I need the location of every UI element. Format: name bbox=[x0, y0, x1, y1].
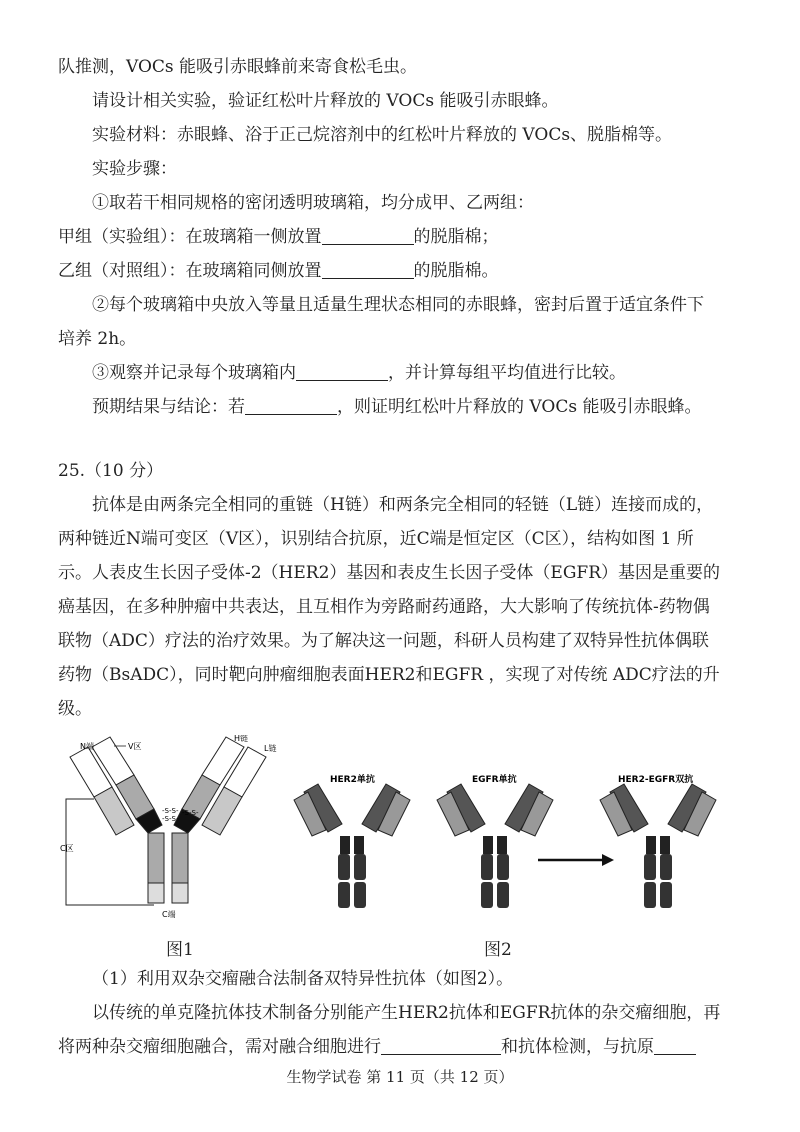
answer-blank[interactable] bbox=[654, 1036, 696, 1055]
text-line: 实验步骤： bbox=[92, 159, 177, 179]
text-line: 以传统的单克隆抗体技术制备分别能产生HER2抗体和EGFR抗体的杂交瘤细胞，再 bbox=[92, 1003, 721, 1023]
text-line: 级。 bbox=[58, 699, 92, 719]
text-line: 实验材料：赤眼蜂、浴于正己烷溶剂中的红松叶片释放的 VOCs、脱脂棉等。 bbox=[92, 125, 673, 145]
figure-1-antibody-structure bbox=[58, 735, 288, 925]
text-line: 癌基因，在多种肿瘤中共表达，且互相作为旁路耐药通路，大大影响了传统抗体-药物偶 bbox=[58, 597, 710, 617]
fig1-label-n: N端 bbox=[80, 742, 94, 751]
text-line: 培养 2h。 bbox=[58, 329, 137, 349]
fig1-ss: -S-S- bbox=[162, 807, 179, 815]
text-line: ①取若干相同规格的密闭透明玻璃箱，均分成甲、乙两组： bbox=[92, 193, 534, 213]
text-line: 队推测，VOCs 能吸引赤眼蜂前来寄食松毛虫。 bbox=[58, 57, 418, 77]
figure-1-caption: 图1 bbox=[166, 940, 194, 960]
text-line: 请设计相关实验，验证红松叶片释放的 VOCs 能吸引赤眼蜂。 bbox=[92, 91, 559, 111]
fig1-label-c: C区 bbox=[60, 844, 74, 853]
text-line: 药物（BsADC），同时靶向肿瘤细胞表面HER2和EGFR ，实现了对传统 ADC疗法的升 bbox=[58, 665, 720, 685]
fig1-label-h: H链 bbox=[234, 735, 249, 743]
fig1-ss: -S-S- bbox=[182, 809, 199, 817]
text-line: 预期结果与结论：若 ，则证明红松叶片释放的 VOCs 能吸引赤眼蜂。 bbox=[92, 397, 702, 417]
answer-blank[interactable] bbox=[381, 1036, 501, 1055]
answer-blank[interactable] bbox=[245, 396, 337, 415]
text-line: 甲组（实验组）：在玻璃箱一侧放置 的脱脂棉； bbox=[58, 227, 499, 247]
text-line: 示。人表皮生长因子受体-2（HER2）基因和表皮生长因子受体（EGFR）基因是重要的 bbox=[58, 563, 720, 583]
fig2-label-egfr: EGFR单抗 bbox=[472, 775, 517, 785]
fig1-label-c-end: C端 bbox=[162, 910, 176, 919]
text-line: 乙组（对照组）：在玻璃箱同侧放置 的脱脂棉。 bbox=[58, 261, 499, 281]
text-line: 抗体是由两条完全相同的重链（H链）和两条完全相同的轻链（L链）连接而成的， bbox=[92, 495, 714, 515]
fig1-ss: -S-S- bbox=[162, 815, 179, 823]
text-line: ②每个玻璃箱中央放入等量且适量生理状态相同的赤眼蜂，密封后置于适宜条件下 bbox=[92, 295, 704, 315]
page-footer: 生物学试卷 第 11 页（共 12 页） bbox=[286, 1068, 514, 1086]
figure-2-bispecific-antibody bbox=[290, 772, 720, 922]
question-number: 25.（10 分） bbox=[58, 461, 164, 481]
text-line: ③观察并记录每个玻璃箱内 ，并计算每组平均值进行比较。 bbox=[92, 363, 626, 383]
figure-2-caption: 图2 bbox=[484, 940, 512, 960]
answer-blank[interactable] bbox=[322, 226, 414, 245]
fig2-label-bispecific: HER2-EGFR双抗 bbox=[618, 775, 694, 785]
answer-blank[interactable] bbox=[322, 260, 414, 279]
fig1-label-v: V区 bbox=[128, 742, 142, 751]
text-line: 联物（ADC）疗法的治疗效果。为了解决这一问题，科研人员构建了双特异性抗体偶联 bbox=[58, 631, 709, 651]
answer-blank[interactable] bbox=[296, 362, 388, 381]
text-line: 两种链近N端可变区（V区），识别结合抗原，近C端是恒定区（C区），结构如图 1 所 bbox=[58, 529, 694, 549]
text-line: 将两种杂交瘤细胞融合，需对融合细胞进行 和抗体检测，与抗原 bbox=[58, 1035, 696, 1059]
fig1-label-l: L链 bbox=[264, 744, 277, 753]
text-line: （1）利用双杂交瘤融合法制备双特异性抗体（如图2）。 bbox=[92, 969, 514, 989]
fig2-label-her2: HER2单抗 bbox=[330, 775, 375, 785]
